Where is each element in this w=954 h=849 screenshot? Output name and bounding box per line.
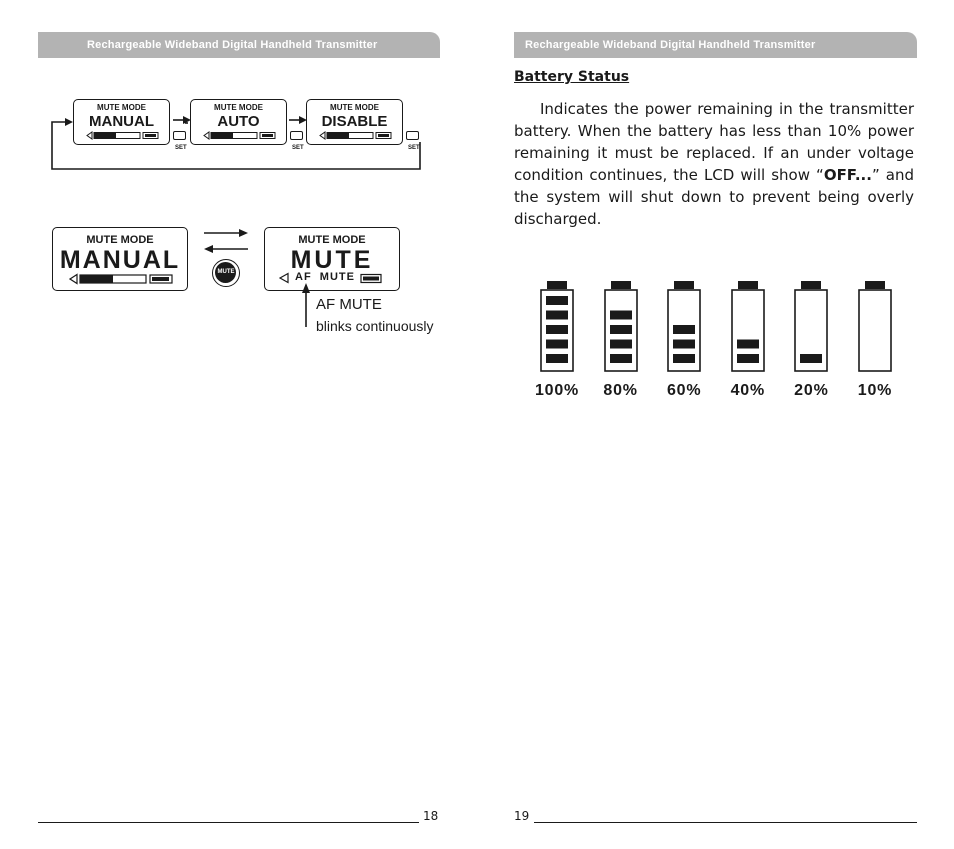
footer-rule-left	[38, 822, 419, 823]
header-left	[38, 32, 440, 58]
header-left-text: Rechargeable Wideband Digital Handheld Transmitter	[87, 39, 378, 51]
lcd-small-manual	[73, 99, 170, 145]
lcd-mode-disable: DISABLE	[321, 113, 388, 130]
page-number-left: 18	[423, 809, 439, 823]
annotation-line-1: AF MUTE	[316, 296, 382, 313]
lcd-caption: MUTE MODE	[86, 234, 154, 246]
battery-bar	[800, 354, 822, 363]
section-heading: Battery Status	[514, 69, 630, 85]
set-label-3: SET	[408, 145, 420, 151]
footer-rule-right	[534, 822, 917, 823]
battery-terminal	[674, 281, 694, 289]
battery-1	[540, 281, 576, 377]
battery-label-6: 10%	[857, 382, 893, 399]
page-number-right: 19	[514, 809, 530, 823]
battery-bar	[610, 340, 632, 349]
battery-2	[604, 281, 640, 377]
battery-bar	[737, 340, 759, 349]
lcd-caption: MUTE MODE	[97, 103, 146, 112]
level-meter-icon	[69, 273, 177, 285]
battery-icon	[794, 281, 830, 373]
annotation-line-2: blinks continuously	[316, 318, 434, 334]
battery-body	[859, 290, 891, 371]
battery-label-3: 60%	[666, 382, 702, 399]
set-label-1: SET	[175, 145, 187, 151]
mute-button-label: MUTE	[217, 269, 235, 275]
set-button-3[interactable]	[406, 131, 419, 140]
battery-bar	[737, 354, 759, 363]
battery-5	[794, 281, 830, 377]
battery-icon	[731, 281, 767, 373]
battery-icon	[540, 281, 576, 373]
header-right	[514, 32, 917, 58]
af-mute-status: AF MUTE	[295, 271, 355, 283]
level-meter-icon	[319, 131, 394, 140]
battery-icon	[667, 281, 703, 373]
annotation-arrow	[298, 282, 314, 328]
battery-terminal	[865, 281, 885, 289]
battery-terminal	[547, 281, 567, 289]
battery-4	[731, 281, 767, 377]
level-meter-icon	[203, 131, 278, 140]
battery-6	[858, 281, 894, 377]
speaker-icon	[279, 272, 290, 284]
lcd-large-mute	[264, 227, 400, 291]
toggle-arrows	[202, 226, 250, 256]
battery-terminal	[738, 281, 758, 289]
lcd-caption: MUTE MODE	[214, 103, 263, 112]
battery-terminal	[801, 281, 821, 289]
level-meter-icon	[86, 131, 161, 140]
lcd-large-manual	[52, 227, 188, 291]
lcd-caption: MUTE MODE	[330, 103, 379, 112]
set-label-2: SET	[292, 145, 304, 151]
paragraph-off-text: OFF...	[823, 166, 872, 184]
paragraph-part-1: Indicates the power remaining in the transmitter battery. When the battery has less than 10% power remaining it must be replaced. If an under voltage condition continues, the LCD will show “	[514, 100, 914, 184]
battery-bar	[546, 296, 568, 305]
lcd-mode-value: MUTE	[290, 246, 374, 274]
battery-bar	[546, 354, 568, 363]
battery-bar	[546, 340, 568, 349]
battery-bar	[610, 311, 632, 320]
battery-bar	[673, 354, 695, 363]
battery-status-paragraph	[514, 98, 914, 230]
set-button-1[interactable]	[173, 131, 186, 140]
lcd-small-disable	[306, 99, 403, 145]
battery-bar	[673, 340, 695, 349]
battery-icon	[604, 281, 640, 373]
battery-3	[667, 281, 703, 377]
mute-button[interactable]	[212, 259, 240, 287]
battery-bar	[546, 311, 568, 320]
lcd-mode-value: MANUAL	[59, 246, 181, 274]
lcd-mode-manual: MANUAL	[89, 113, 154, 130]
battery-bar	[673, 325, 695, 334]
battery-label-1: 100%	[534, 382, 580, 399]
paragraph-part-2: ” and the system will shut down to prevent being overly discharged.	[514, 166, 915, 228]
battery-small-icon	[360, 273, 384, 285]
battery-label-2: 80%	[603, 382, 638, 399]
battery-icon	[858, 281, 894, 373]
lcd-small-auto	[190, 99, 287, 145]
battery-label-4: 40%	[730, 382, 766, 399]
battery-bar	[546, 325, 568, 334]
lcd-mode-auto: AUTO	[217, 113, 260, 130]
set-button-2[interactable]	[290, 131, 303, 140]
battery-bar	[610, 354, 632, 363]
battery-bar	[610, 325, 632, 334]
battery-label-5: 20%	[794, 382, 829, 399]
header-right-text: Rechargeable Wideband Digital Handheld Transmitter	[525, 39, 816, 51]
battery-terminal	[611, 281, 631, 289]
lcd-caption: MUTE MODE	[298, 234, 366, 246]
